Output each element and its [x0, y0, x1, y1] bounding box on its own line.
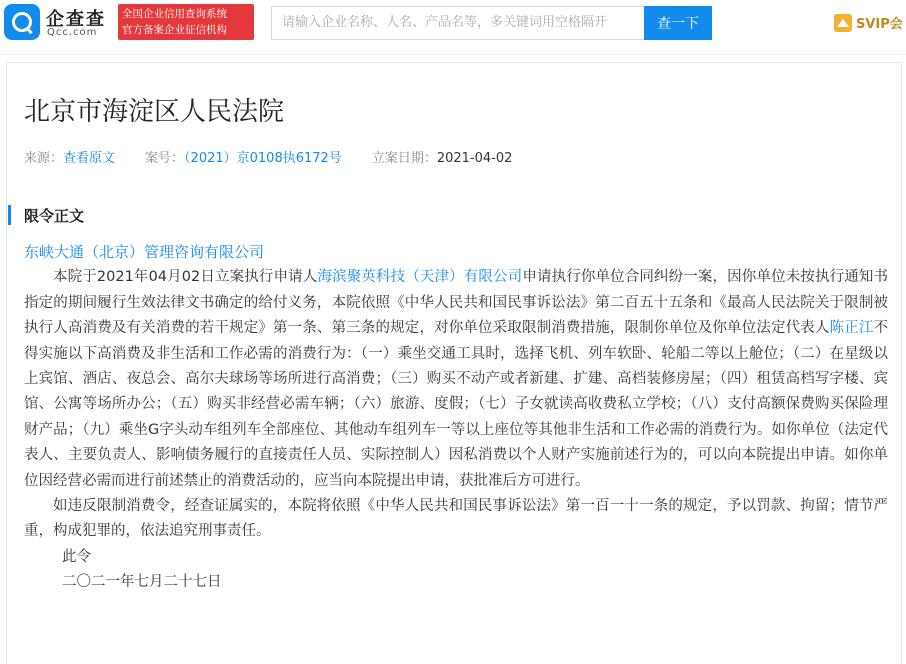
p1-part-b: 申请执行你单位合同纠纷一案，因你单位未按执行通知书指定的期间履行生效法律文书确定的给付义务，本院依照《中华人民共和国民事诉讼法》第二百五十五条和《最高人民法院关于限制被执行人高消费及有关消费的若干规定》第一条、第三条的规定，对你单位采取限制消费措施，限制你单位及你单位法定代表人	[24, 269, 889, 337]
badge-line-2: 官方备案企业征信机构	[122, 24, 227, 36]
page-title: 北京市海淀区人民法院	[24, 97, 285, 127]
search-input[interactable]: 请输入企业名称、人名、产品名等，多关键词用空格隔开	[271, 6, 644, 40]
closing-text: 此令	[62, 548, 91, 565]
section-title: 限令正文	[24, 207, 85, 225]
top-header	[0, 0, 906, 44]
logo-en-text: Qcc.com	[47, 27, 98, 38]
credit-badge	[118, 4, 254, 40]
search-button[interactable]: 查一下	[644, 6, 712, 40]
case-meta	[24, 147, 512, 166]
case-number-key: 案号：	[145, 151, 185, 166]
p1-part-a: 本院于2021年04月02日立案执行申请人	[53, 269, 318, 286]
order-date: 二〇二一年七月二十七日	[62, 574, 222, 591]
qcc-logo[interactable]	[4, 4, 114, 40]
header-divider	[0, 54, 906, 55]
case-number-link[interactable]: （2021）京0108执6172号	[184, 151, 342, 166]
svip-entry[interactable]	[834, 12, 903, 34]
badge-line-1: 全国企业信用查询系统	[122, 8, 227, 20]
view-original-link[interactable]: 查看原文	[63, 151, 116, 166]
applicant-company-link[interactable]: 海滨聚英科技（天津）有限公司	[317, 269, 523, 286]
logo-cn-text: 企查查	[46, 9, 106, 30]
qcc-logo-icon	[4, 4, 40, 40]
filing-date-key: 立案日期：	[371, 151, 437, 166]
order-document	[24, 240, 888, 596]
order-paragraph-1	[24, 265, 888, 494]
crown-icon	[834, 14, 852, 32]
svip-label: SVIP会	[856, 17, 903, 32]
filing-date-value: 2021-04-02	[436, 151, 513, 166]
recipient-company-link[interactable]: 东峡大通（北京）管理咨询有限公司	[24, 243, 265, 261]
legal-rep-link[interactable]: 陈正江	[829, 320, 874, 337]
source-key: 来源：	[24, 151, 64, 166]
order-paragraph-2: 如违反限制消费令，经查证属实的，本院将依照《中华人民共和国民事诉讼法》第一百一十一条的规定，予以罚款、拘留；情节严重，构成犯罪的，依法追究刑事责任。	[24, 498, 888, 540]
p1-part-c: 不得实施以下高消费及非生活和工作必需的消费行为：（一）乘坐交通工具时，选择飞机、列车软卧、轮船二等以上舱位；（二）在星级以上宾馆、酒店、夜总会、高尔夫球场等场所进行高消费；（三）购买不动产或者新建、扩建、高档装修房屋；（四）租赁高档写字楼、宾馆、公寓等场所办公；（五）购买非经营必需车辆；（六）旅游、度假；（七）子女就读高收费私立学校；（八）支付高额保费购买保险理财产品；（九）乘坐G字头动车组列车全部座位、其他动车组列车一等以上座位等其他非生活和工作必需的消费行为。如你单位（法定代表人、主要负责人、影响债务履行的直接责任人员、实际控制人）因私消费以个人财产实施前述行为的，可以向本院提出申请。如你单位因经营必需而进行前述禁止的消费活动的，应当向本院提出申请，获批准后方可进行。	[24, 320, 889, 489]
section-accent-bar	[8, 205, 11, 225]
